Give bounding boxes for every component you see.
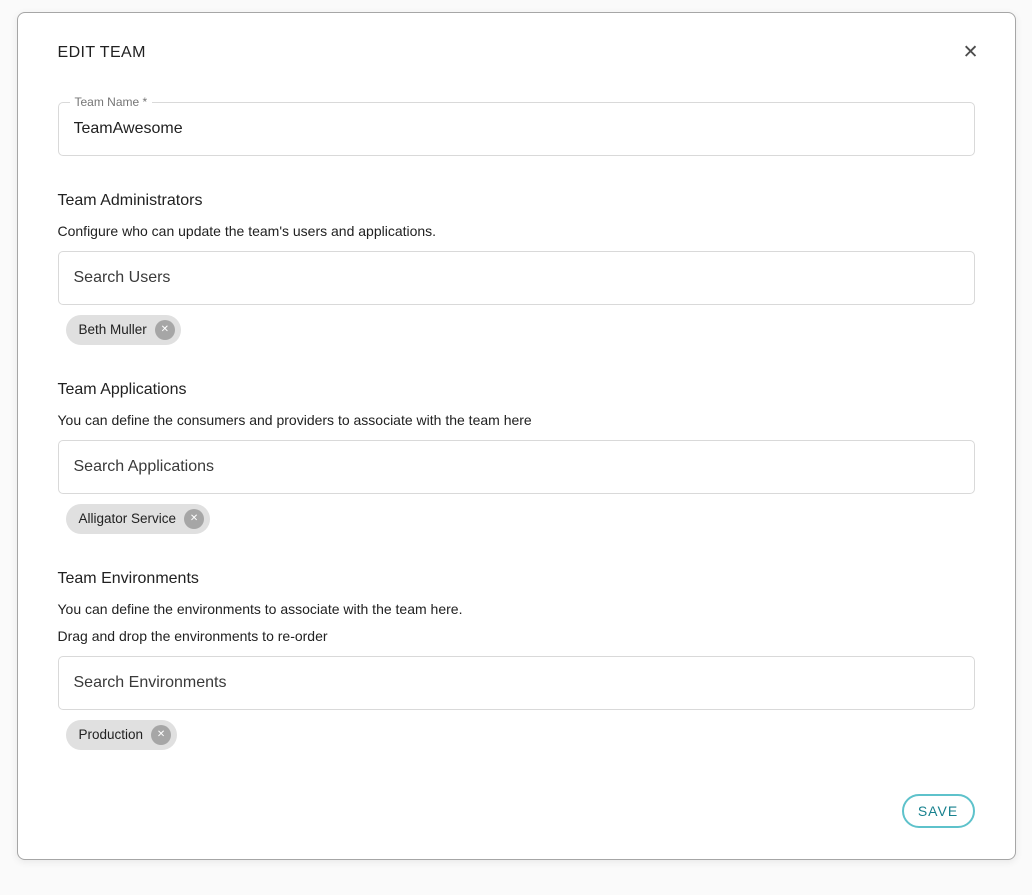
team-applications-section: [58, 382, 975, 534]
chip-label: Alligator Service: [78, 511, 177, 526]
dialog-header: [57, 42, 979, 63]
close-icon: ✕: [962, 42, 979, 63]
chip-row: [66, 720, 975, 750]
section-description: Configure who can update the team's users and applications.: [57, 223, 437, 239]
chip-label: Beth Muller: [78, 322, 147, 337]
section-description: You can define the environments to associate with the team here.: [57, 601, 463, 617]
application-chip[interactable]: [66, 504, 211, 534]
team-environments-section: [58, 571, 975, 750]
edit-team-dialog: [17, 12, 1016, 860]
search-applications-input[interactable]: [58, 440, 975, 494]
chip-label: Production: [78, 727, 144, 742]
section-heading-environments: Team Environments: [57, 570, 199, 587]
remove-chip-icon[interactable]: [184, 509, 204, 529]
x-glyph: ✕: [189, 513, 199, 524]
team-name-label: Team Name *: [70, 95, 153, 109]
team-name-input[interactable]: [58, 102, 975, 156]
environment-chip[interactable]: [66, 720, 178, 750]
dialog-title: EDIT TEAM: [57, 43, 146, 61]
section-heading-administrators: Team Administrators: [57, 192, 203, 209]
chip-row: [66, 504, 975, 534]
user-chip[interactable]: [66, 315, 181, 345]
section-description: You can define the consumers and providers to associate with the team here: [57, 412, 532, 428]
team-name-field: [58, 95, 975, 156]
chip-row: [66, 315, 975, 345]
section-description: Drag and drop the environments to re-order: [57, 628, 328, 644]
x-glyph: ✕: [156, 729, 166, 740]
x-glyph: ✕: [160, 324, 169, 335]
dialog-footer: [902, 794, 975, 828]
save-button[interactable]: SAVE: [902, 794, 975, 828]
remove-chip-icon[interactable]: [151, 725, 171, 745]
team-administrators-section: [58, 193, 975, 345]
search-users-input[interactable]: [58, 251, 975, 305]
close-button[interactable]: [963, 43, 979, 62]
section-heading-applications: Team Applications: [57, 381, 187, 398]
remove-chip-icon[interactable]: [155, 320, 175, 340]
search-environments-input[interactable]: [58, 656, 975, 710]
